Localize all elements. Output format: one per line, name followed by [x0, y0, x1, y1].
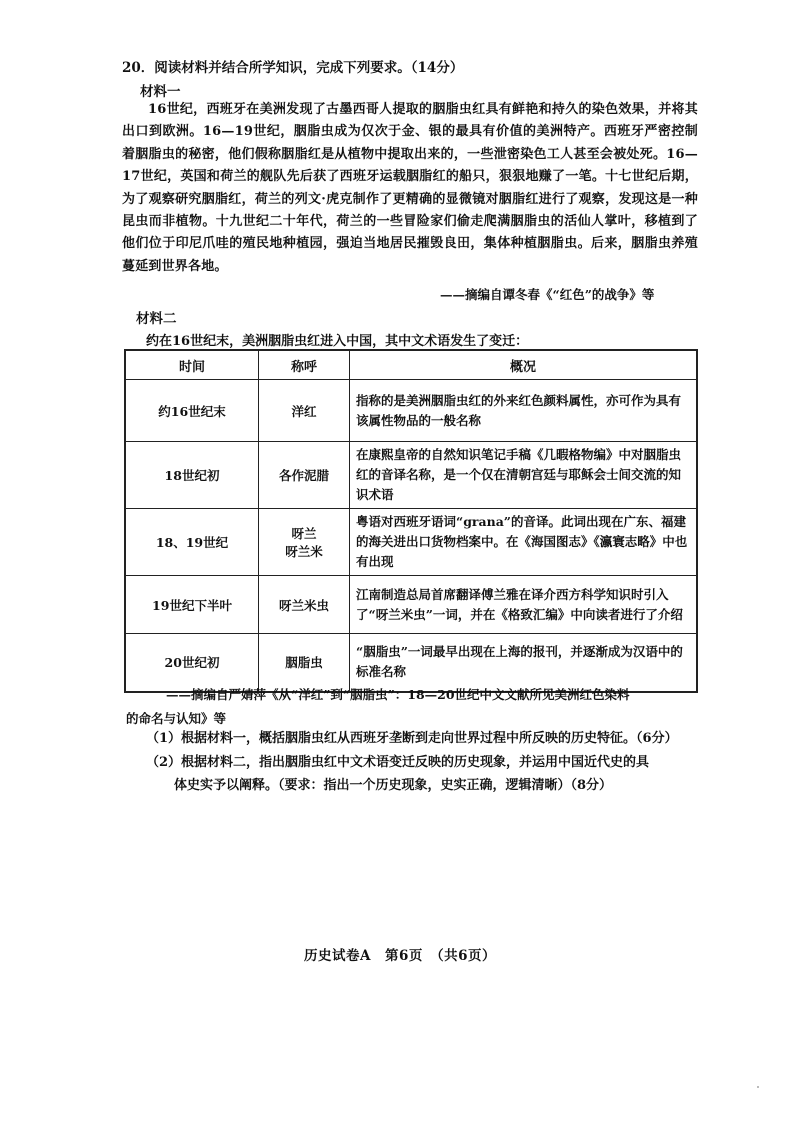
material2-source — [126, 683, 698, 731]
terminology-table — [124, 349, 698, 693]
cell-time: 约16世纪末 — [125, 380, 259, 442]
material2-intro: 约在16世纪末，美洲胭脂虫红进入中国，其中文术语发生了变迁： — [146, 334, 529, 349]
table-row — [125, 576, 697, 634]
material2-source-line1: ——摘编自严婧萍《从“洋红”到“胭脂虫”：18—20世纪中文文献所见美洲红色染料 — [166, 687, 630, 702]
subquestion-1: （1）根据材料一，概括胭脂虫红从西班牙垄断到走向世界过程中所反映的历史特征。（6分） — [146, 731, 678, 746]
table-row — [125, 509, 697, 576]
material2-label: 材料二 — [136, 311, 177, 327]
table-header-row — [125, 350, 697, 380]
scan-speck — [757, 1086, 759, 1088]
question-header: 20．阅读材料并结合所学知识，完成下列要求。（14分） — [122, 60, 464, 76]
cell-desc: 粤语对西班牙语词“grana”的音译。此词出现在广东、福建的海关进出口货物档案中。在《海国图志》《瀛寰志略》中也有出现 — [350, 509, 698, 576]
subquestion-2-line1: （2）根据材料二，指出胭脂虫红中文术语变迁反映的历史现象，并运用中国近代史的具 — [146, 755, 650, 770]
header-desc: 概况 — [350, 350, 698, 380]
material1-source: ——摘编自谭冬春《“红色”的战争》等 — [440, 287, 655, 302]
cell-time: 19世纪下半叶 — [125, 576, 259, 634]
cell-time: 20世纪初 — [125, 634, 259, 692]
material1-label: 材料一 — [140, 84, 181, 100]
table-row — [125, 442, 697, 509]
cell-desc: 在康熙皇帝的自然知识笔记手稿《几暇格物编》中对胭脂虫红的音译名称，是一个仅在清朝宫廷与耶稣会士间交流的知识术语 — [350, 442, 698, 509]
header-name: 称呼 — [259, 350, 350, 380]
cell-name: 胭脂虫 — [259, 634, 350, 692]
material2-source-line2: 的命名与认知》等 — [126, 711, 227, 726]
cell-name: 呀兰 呀兰米 — [259, 509, 350, 576]
header-time: 时间 — [125, 350, 259, 380]
cell-desc: “胭脂虫”一词最早出现在上海的报刊，并逐渐成为汉语中的标准名称 — [350, 634, 698, 692]
cell-time: 18世纪初 — [125, 442, 259, 509]
subquestion-2-line2: 体史实予以阐释。（要求：指出一个历史现象，史实正确，逻辑清晰）（8分） — [174, 778, 613, 793]
cell-name: 洋红 — [259, 380, 350, 442]
table-row — [125, 380, 697, 442]
material1-paragraph: 16世纪，西班牙在美洲发现了古墨西哥人提取的胭脂虫红具有鲜艳和持久的染色效果，并将其出口到欧洲。16—19世纪，胭脂虫成为仅次于金、银的最具有价值的美洲特产。西班牙严密控制着胭脂虫的秘密，他们假称胭脂红是从植物中提取出来的，一些泄密染色工人甚至会被处死。16—17世纪，英国和荷兰的舰队先后获了西班牙运载胭脂红的船只，狠狠地赚了一笔。十七世纪后期，为了观察研究胭脂红，荷兰的列文·虎克制作了更精确的显微镜对胭脂红进行了观察，发现这是一种昆虫而非植物。十九世纪二十年代，荷兰的一些冒险家们偷走爬满胭脂虫的活仙人掌叶，移植到了他们位于印尼爪哇的殖民地种植园，强迫当地居民摧毁良田，集体种植胭脂虫。后来，胭脂虫养殖蔓延到世界各地。 — [122, 102, 698, 274]
cell-desc: 江南制造总局首席翻译傅兰雅在译介西方科学知识时引入了“呀兰米虫”一词，并在《格致汇编》中向读者进行了介绍 — [350, 576, 698, 634]
cell-name: 呀兰米虫 — [259, 576, 350, 634]
cell-time: 18、19世纪 — [125, 509, 259, 576]
cell-name: 各作泥腊 — [259, 442, 350, 509]
cell-desc: 指称的是美洲胭脂虫红的外来红色颜料属性，亦可作为具有该属性物品的一般名称 — [350, 380, 698, 442]
page-footer: 历史试卷A 第6页 （共6页） — [303, 948, 496, 964]
